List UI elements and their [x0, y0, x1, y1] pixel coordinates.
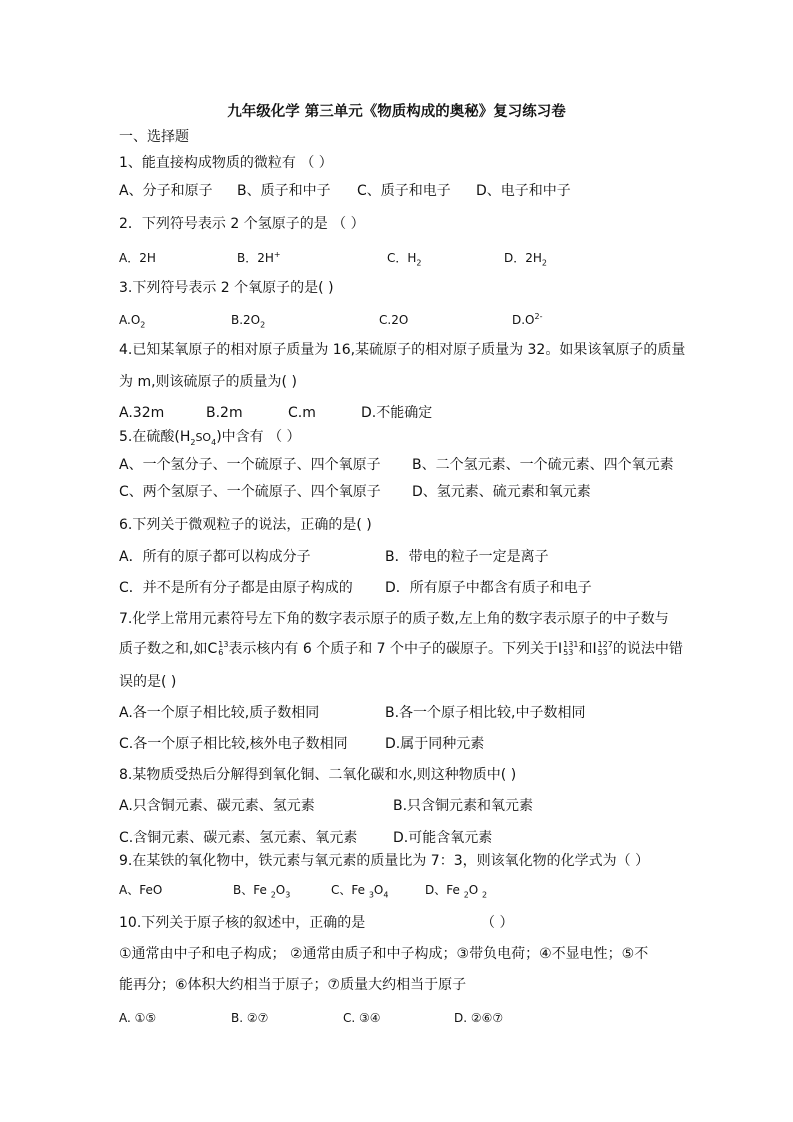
q8-option-a: A.只含铜元素、碳元素、氢元素	[119, 798, 315, 814]
q3-option-d: $D.O^{2-}$	[512, 312, 543, 327]
q8-stem: 8.某物质受热后分解得到氧化铜、二氧化碳和水,则这种物质中( )	[119, 767, 517, 783]
q7-option-d: D.属于同种元素	[385, 736, 485, 752]
q2-option-b: B．2H+	[237, 250, 281, 265]
q3-stem: 3.下列符号表示 2 个氧原子的是( )	[119, 280, 334, 296]
q10-option-b: B. ②⑦	[231, 1011, 269, 1025]
q2-option-c: C．$H_2$	[387, 251, 422, 268]
q9-option-a: A、FeO	[119, 883, 163, 897]
q3-option-a: $A.O_2$	[119, 313, 146, 330]
q7-option-b: B.各一个原子相比较,中子数相同	[385, 705, 586, 721]
q5-option-a: A、一个氢分子、一个硫原子、四个氧原子	[119, 457, 381, 473]
q10-line-3: 能再分；⑥体积大约相当于原子；⑦质量大约相当于原子	[119, 977, 467, 993]
q4-option-c: C.m	[288, 405, 316, 421]
q7-line-1: 7.化学上常用元素符号左下角的数字表示原子的质子数,左上角的数字表示原子的中子数与	[119, 611, 669, 627]
q6-option-a: A．所有的原子都可以构成分子	[119, 549, 311, 565]
q1-option-b: B、质子和中子	[237, 183, 331, 199]
page-title: 九年级化学 第三单元《物质构成的奥秘》复习练习卷	[227, 104, 566, 120]
q9-stem: 9.在某铁的氧化物中，铁元素与氧元素的质量比为 7：3，则该氧化物的化学式为（ ）	[119, 853, 650, 869]
q7-line-2: 质子数之和,如C 13 6 表示核内有 6 个质子和 7 个中子的碳原子。下列关于I 131 53 和I 127 53 的说法中错	[119, 640, 683, 657]
q1-stem: 1、能直接构成物质的微粒有 （ ）	[119, 155, 333, 171]
q9-option-c: C、Fe $_3O_4$	[331, 883, 389, 900]
q6-option-d: D．所有原子中都含有质子和电子	[385, 580, 592, 596]
section-heading: 一、选择题	[119, 129, 189, 145]
q8-option-b: B.只含铜元素和氧元素	[393, 798, 534, 814]
q1-option-a: A、分子和原子	[119, 183, 213, 199]
q5-option-b: B、二个氢元素、一个硫元素、四个氧元素	[412, 457, 674, 473]
q7-option-c: C.各一个原子相比较,核外电子数相同	[119, 736, 348, 752]
q10-option-d: D. ②⑥⑦	[454, 1011, 504, 1025]
q5-option-c: C、两个氢原子、一个硫原子、四个氧原子	[119, 484, 381, 500]
q4-line-2: 为 m,则该硫原子的质量为( )	[119, 374, 297, 390]
q4-option-b: B.2m	[206, 405, 243, 421]
q10-option-c: C. ③④	[343, 1011, 381, 1025]
q7-line-3: 误的是( )	[119, 674, 177, 690]
q9-option-b: B、Fe $_2O_3$	[233, 883, 291, 900]
q10-answer-paren: （ ）	[481, 915, 514, 931]
q3-option-c: C.2O	[379, 313, 409, 327]
q9-option-d: D、Fe $_2$O $_2$	[425, 883, 488, 900]
q8-option-c: C.含铜元素、碳元素、氢元素、氧元素	[119, 830, 358, 846]
q10-line-2: ①通常由中子和电子构成； ②通常由质子和中子构成；③带负电荷；④不显电性；⑤不	[119, 946, 649, 962]
q6-stem: 6.下列关于微观粒子的说法，正确的是( )	[119, 517, 372, 533]
q8-option-d: D.可能含氧元素	[393, 830, 493, 846]
q1-option-d: D、电子和中子	[476, 183, 571, 199]
q4-line-1: 4.已知某氧原子的相对原子质量为 16,某硫原子的相对原子质量为 32。如果该氧原子的质量	[119, 342, 686, 358]
q3-option-b: $B.2O_2$	[231, 313, 266, 330]
q10-stem: 10.下列关于原子核的叙述中，正确的是	[119, 915, 366, 931]
q5-option-d: D、氢元素、硫元素和氧元素	[412, 484, 591, 500]
q4-option-d: D.不能确定	[361, 405, 433, 421]
q2-stem: 2．下列符号表示 2 个氢原子的是 （ ）	[119, 216, 365, 232]
q5-stem: 5.在硫酸$(H_2SO_4)$中含有 （ ）	[119, 429, 301, 447]
q2-option-d: D．$2H_2$	[504, 251, 547, 268]
q10-option-a: A. ①⑤	[119, 1011, 157, 1025]
q4-option-a: A.32m	[119, 405, 165, 421]
q2-option-a: A．2H	[119, 251, 156, 265]
q6-option-b: B．带电的粒子一定是离子	[385, 549, 549, 565]
q1-option-c: C、质子和电子	[357, 183, 451, 199]
q6-option-c: C．并不是所有分子都是由原子构成的	[119, 580, 353, 596]
q7-option-a: A.各一个原子相比较,质子数相同	[119, 705, 320, 721]
